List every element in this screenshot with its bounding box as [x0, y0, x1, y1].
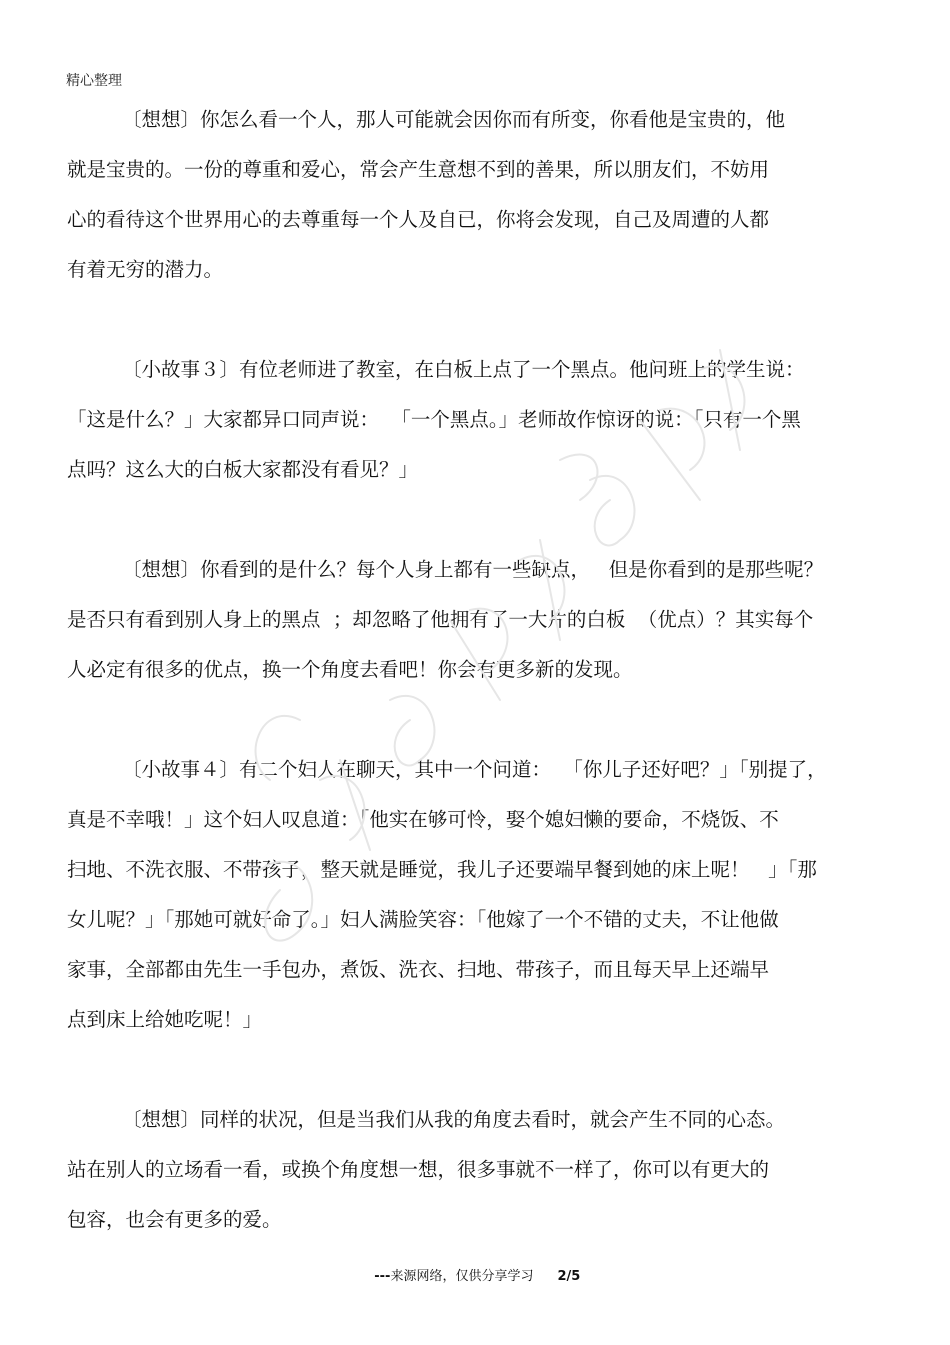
body-line: 心的看待这个世界用心的去尊重每一个人及自已，你将会发现，自己及周遭的人都: [67, 208, 770, 231]
body-line: 〔想想〕你看到的是什么？每个人身上都有一些缺点， 但是你看到的是那些呢？: [122, 558, 824, 581]
body-line: 有着无穷的潜力。: [67, 258, 224, 281]
body-line: 〔小故事４〕有二个妇人在聊天，其中一个问道： 「你儿子还好吧？」「别提了，: [122, 758, 827, 781]
page-header: 精心整理: [66, 73, 122, 89]
body-line: 包容，也会有更多的爱。: [67, 1208, 282, 1231]
body-line: 点到床上给她吃呢！」: [67, 1008, 263, 1031]
body-line: 〔想想〕你怎么看一个人，那人可能就会因你而有所变，你看他是宝贵的，他: [122, 108, 786, 131]
page-footer: [366, 1250, 580, 1284]
body-line: 点吗？这么大的白板大家都没有看见？」: [67, 458, 419, 481]
body-line: 人必定有很多的优点，换一个角度去看吧！你会有更多新的发现。: [67, 658, 633, 681]
footer-source: 来源网络，仅供分享学习: [390, 1269, 534, 1284]
body-line: 「这是什么？」大家都异口同声说： 「一个黑点。」老师故作惊讶的说：「只有一个黑: [67, 408, 801, 431]
body-line: 〔小故事３〕有位老师进了教室，在白板上点了一个黑点。他问班上的学生说：: [122, 358, 805, 381]
body-line: 家事，全部都由先生一手包办，煮饭、洗衣、扫地、带孩子，而且每天早上还端早: [67, 958, 770, 981]
body-line: 是否只有看到别人身上的黑点 ；却忽略了他拥有了一大片的白板 （优点）？其实每个: [67, 608, 814, 631]
body-line: 站在别人的立场看一看，或换个角度想一想，很多事就不一样了，你可以有更大的: [67, 1158, 770, 1181]
body-line: 〔想想〕同样的状况，但是当我们从我的角度去看时，就会产生不同的心态。: [122, 1108, 786, 1131]
body-line: 真是不幸哦！」这个妇人叹息道：「他实在够可怜，娶个媳妇懒的要命，不烧饭、不: [67, 808, 779, 831]
page-number: 2/5: [557, 1269, 581, 1284]
body-line: 就是宝贵的。一份的尊重和爱心，常会产生意想不到的善果，所以朋友们，不妨用: [67, 158, 770, 181]
footer-dash: ---: [374, 1269, 391, 1284]
body-line: 扫地、不洗衣服、不带孩子，整天就是睡觉，我儿子还要端早餐到她的床上呢！ 」「那: [67, 858, 817, 881]
body-line: 女儿呢？」「那她可就好命了。」妇人满脸笑容：「他嫁了一个不错的丈夫，不让他做: [67, 908, 779, 931]
